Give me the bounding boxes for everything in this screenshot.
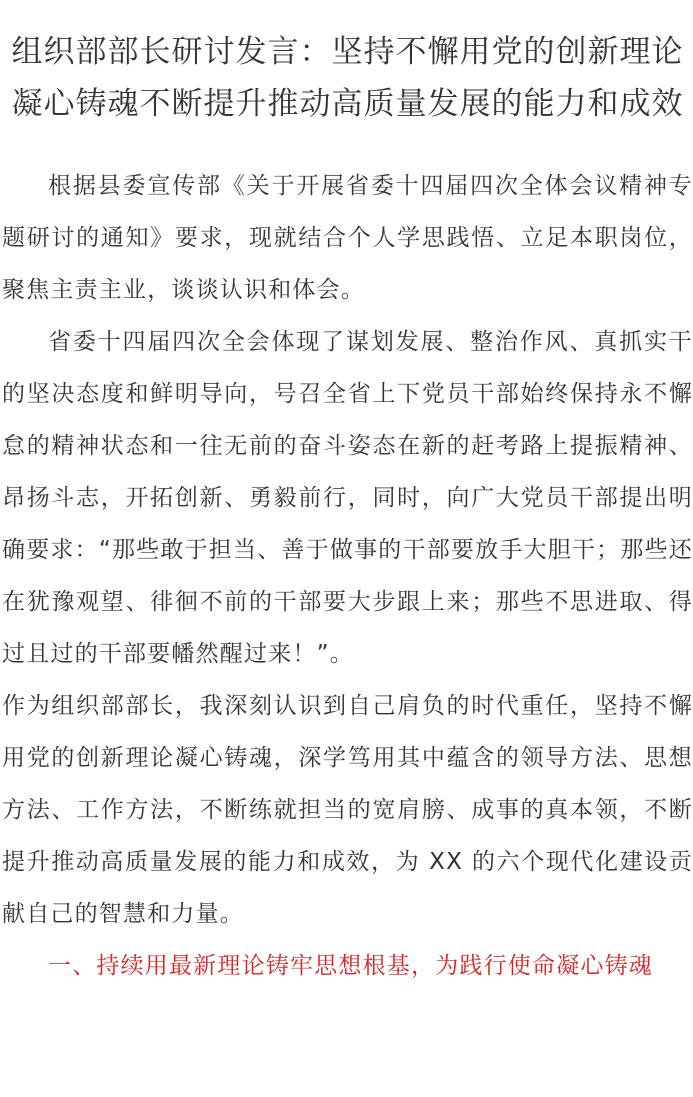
article-title: 组织部部长研讨发言：坚持不懈用党的创新理论凝心铸魂不断提升推动高质量发展的能力和成效 — [11, 34, 684, 122]
paragraph-intro: 根据县委宣传部《关于开展省委十四届四次全体会议精神专题研讨的通知》要求，现就结合个人学思践悟、立足本职岗位，聚焦主责主业，谈谈认识和体会。 — [2, 173, 693, 303]
paragraph-role: 作为组织部部长，我深刻认识到自己肩负的时代重任，坚持不懈用党的创新理论凝心铸魂，深学笃用其中蕴含的领导方法、思想方法、工作方法，不断练就担当的宽肩膀、成事的真本领，不断提升推动高质量发展的能力和成效，为 XX 的六个现代化建设贡献自己的智慧和力量。 — [2, 693, 693, 927]
paragraph-plenary: 省委十四届四次全会体现了谋划发展、整治作风、真抓实干的坚决态度和鲜明导向，号召全省上下党员干部始终保持永不懈怠的精神状态和一往无前的奋斗姿态在新的赶考路上提振精神、昂扬斗志，开拓创新、勇毅前行，同时，向广大党员干部提出明确要求：“那些敢于担当、善于做事的干部要放手大胆干；那些还在犹豫观望、徘徊不前的干部要大步跟上来；那些不思进取、得过且过的干部要幡然醒过来！”。 — [2, 329, 693, 667]
section-heading: 一、持续用最新理论铸牢思想根基，为践行使命凝心铸魂 — [48, 953, 653, 979]
